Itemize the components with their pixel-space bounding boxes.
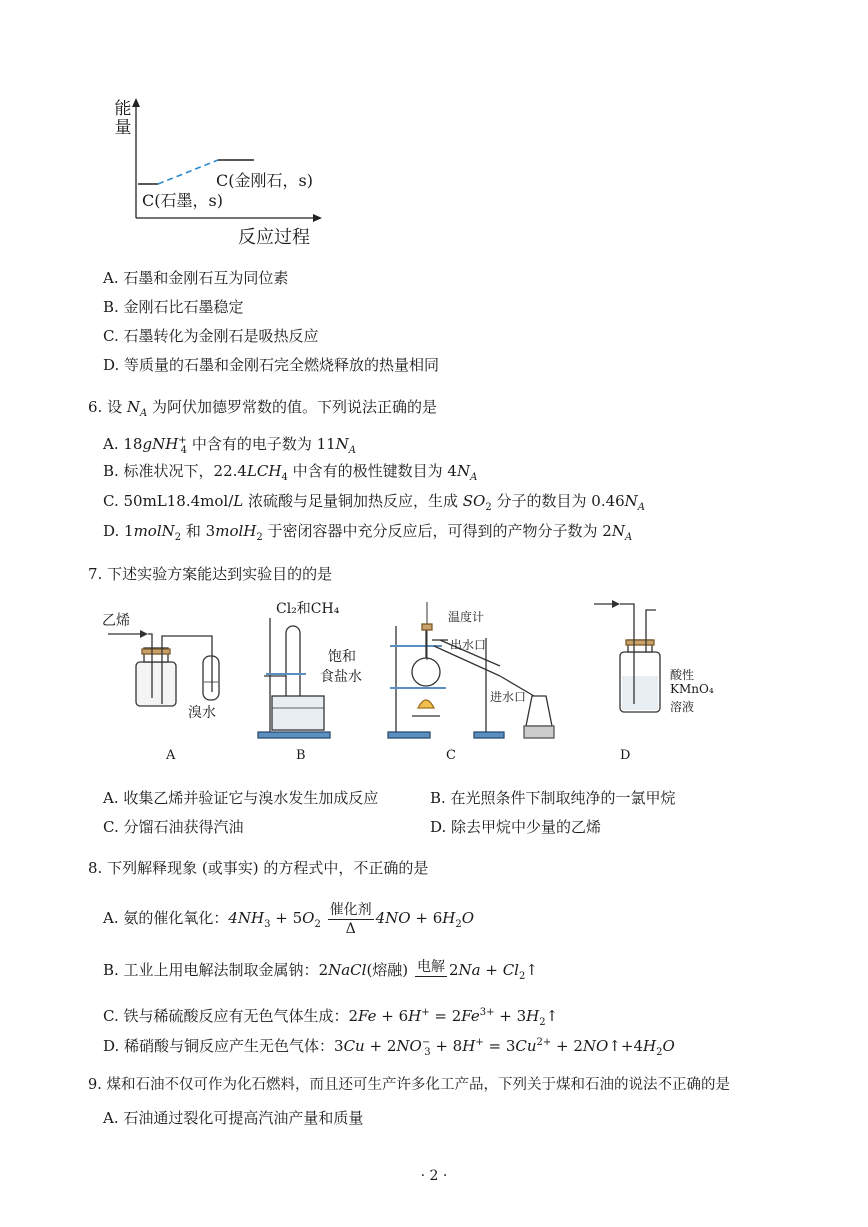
fig-label-d: D (620, 748, 631, 763)
fig-d-reagent-label-2: KMnO₄ (670, 682, 714, 696)
q6-option-a: A. 18gNH+$_4$ 中含有的电子数为 $11N_A$ (103, 435, 357, 456)
q5-option-a: A. 石墨和金刚石互为同位素 (103, 269, 289, 287)
fig-d-reagent-label-1: 酸性 (670, 668, 695, 682)
fig-c-inlet-label: 进水口 (490, 690, 527, 704)
transition-path (158, 160, 218, 184)
q9-title: 9. 煤和石油不仅可作为化石燃料，而且还可生产许多化工产品，下列关于煤和石油的说法不正确的是 (88, 1077, 730, 1093)
q8-option-a: A. 氨的催化氧化：$4NH_3 + 5O_2$ $\frac{\text{催化剂}}{\Delta}$ $4NO + 6H_2O$ (103, 901, 475, 937)
q7-option-b: B. 在光照条件下制取纯净的一氯甲烷 (430, 789, 676, 807)
q9-option-a: A. 石油通过裂化可提高汽油产量和质量 (103, 1109, 364, 1127)
q8-option-d: D. 稀硝酸与铜反应产生无色气体：$3Cu + 2NO^-_3 + 8H^+ = 3Cu^{2+}$ + $2NO↑+4H_2O$ (103, 1037, 675, 1058)
energy-diagram (108, 96, 348, 246)
q5-option-d: D. 等质量的石墨和金刚石完全燃烧释放的热量相同 (103, 356, 440, 374)
graphite-label: C(石墨，s) (142, 191, 223, 210)
fig-d-reagent-label-3: 溶液 (670, 700, 695, 714)
q8-title: 8. 下列解释现象 (或事实) 的方程式中，不正确的是 (88, 859, 429, 877)
q7-title: 7. 下述实验方案能达到实验目的的是 (88, 565, 333, 583)
q5-option-b: B. 金刚石比石墨稳定 (103, 298, 244, 316)
diamond-label: C(金刚石，s) (216, 171, 313, 190)
q6-title: 6. 设 $N_A$ 为阿伏加德罗常数的值。下列说法正确的是 (88, 398, 437, 419)
x-axis-label: 反应过程 (238, 227, 310, 248)
q5-option-c: C. 石墨转化为金刚石是吸热反应 (103, 327, 319, 345)
q6-option-d: D. 1molN$_2$ 和 3molH$_2$ 于密闭容器中充分反应后，可得到的产物分子数为 $2N_A$ (103, 522, 633, 543)
fig-label-a: A (166, 748, 176, 763)
q7-apparatus-figure (100, 596, 760, 766)
fig-b-reagent-label-1: 饱和 (328, 649, 356, 665)
q7-option-a: A. 收集乙烯并验证它与溴水发生加成反应 (103, 789, 379, 807)
apparatus-a (108, 630, 219, 706)
q8-option-c: C. 铁与稀硫酸反应有无色气体生成：$2Fe + 6H^+ = 2Fe^{3+}$ + $3H_2↑$ (103, 1007, 559, 1028)
q7-option-d: D. 除去甲烷中少量的乙烯 (430, 818, 602, 836)
fig-a-gas-label: 乙烯 (102, 613, 130, 629)
page-number: · 2 · (420, 1168, 448, 1184)
fig-b-gas-label: Cl₂和CH₄ (276, 601, 340, 617)
q8-b-condition: 电解 (416, 958, 445, 975)
q6-option-b: B. 标准状况下，$22.4LCH_4$ 中含有的极性键数目为 $4N_A$ (103, 462, 478, 483)
fig-label-b: B (296, 748, 306, 763)
fig-b-reagent-label-2: 食盐水 (320, 669, 362, 685)
q7-option-c: C. 分馏石油获得汽油 (103, 818, 244, 836)
fig-c-outlet-label: 出水口 (450, 638, 487, 652)
fig-c-thermometer-label: 温度计 (448, 610, 485, 624)
q6-option-c: C. 50mL18.4mol/L 浓硫酸与足量铜加热反应，生成 $SO_2$ 分子的数目为 $0.46N_A$ (103, 492, 646, 513)
q8-option-b: B. 工业上用电解法制取金属钠：2NaCl(熔融) 电解 $2Na + Cl_2↑$ (103, 950, 538, 990)
fig-label-c: C (446, 748, 456, 763)
apparatus-d (594, 600, 660, 712)
fig-a-reagent-label: 溴水 (188, 705, 216, 721)
y-axis-label: 能量 (114, 99, 132, 138)
apparatus-svg (100, 596, 760, 766)
q8-a-condition: $\frac{\text{催化剂}}{\Delta}$ (329, 901, 372, 937)
